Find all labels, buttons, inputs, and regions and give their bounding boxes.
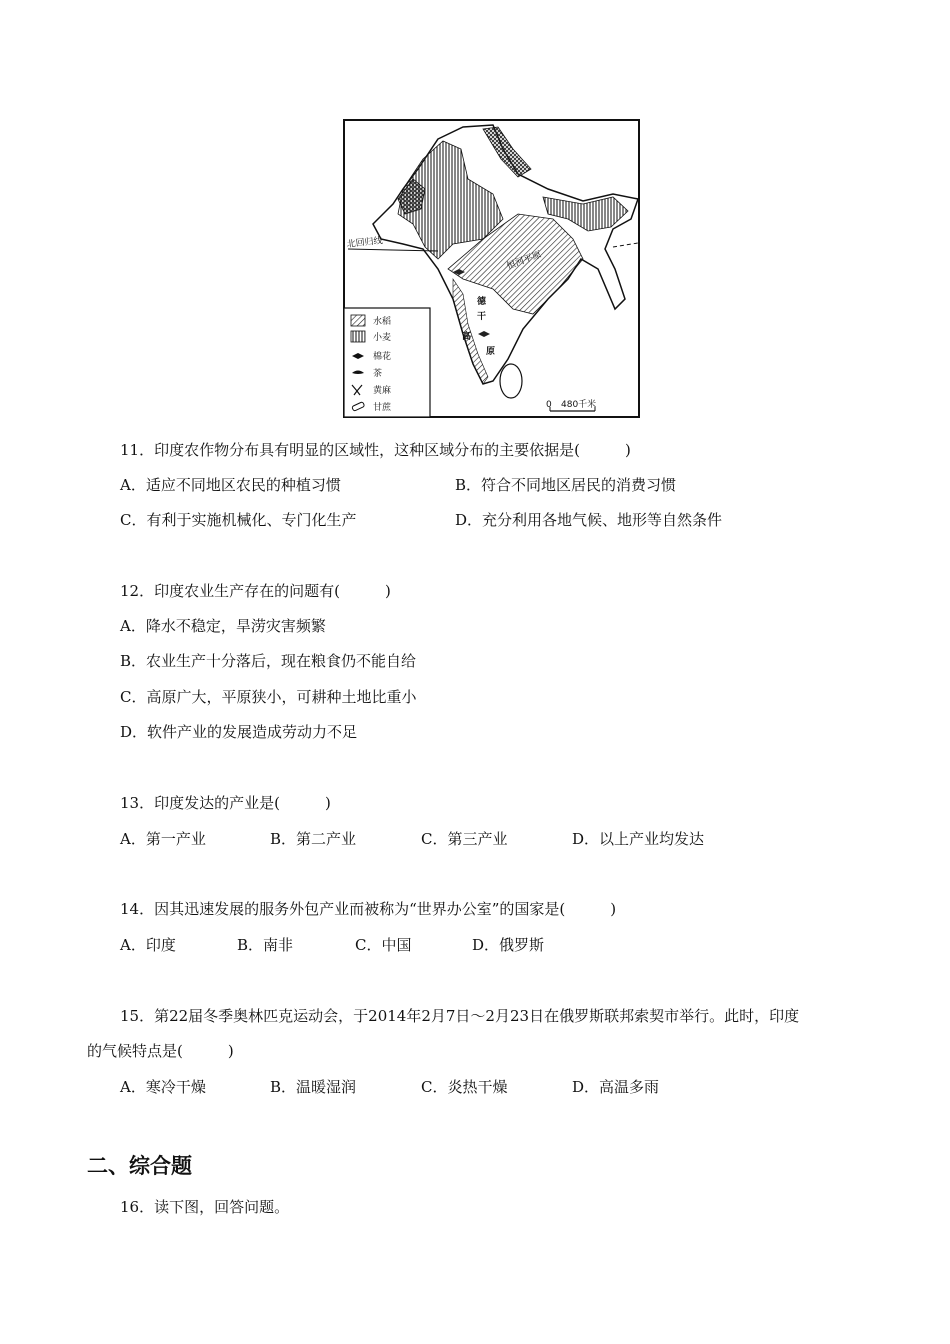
vertical-hatch-swatch-icon — [351, 331, 365, 342]
question-13-stem: 13．印度发达的产业是( ) — [120, 794, 331, 812]
ganges-plain-label: 恒河平原 — [505, 250, 543, 272]
question-12-option-d[interactable]: D．软件产业的发展造成劳动力不足 — [120, 723, 358, 741]
question-14-option-c[interactable]: C．中国 — [355, 936, 412, 954]
question-15-stem-line1: 15．第22届冬季奥林匹克运动会，于2014年2月7日～2月23日在俄罗斯联邦索契市举行。此时，印度 — [120, 1007, 800, 1025]
question-12-option-a[interactable]: A．降水不稳定，旱涝灾害频繁 — [120, 617, 326, 635]
tropic-label: 北回归线 — [346, 236, 384, 250]
question-11-option-d[interactable]: D．充分利用各地气候、地形等自然条件 — [455, 511, 723, 529]
question-13-option-d[interactable]: D．以上产业均发达 — [572, 830, 705, 848]
deccan-label-1: 德 — [477, 297, 487, 307]
question-14-option-d[interactable]: D．俄罗斯 — [472, 936, 545, 954]
deccan-label-2: 干 — [477, 312, 487, 322]
question-11-option-b[interactable]: B．符合不同地区居民的消费习惯 — [455, 476, 677, 494]
question-16-stem: 16．读下图，回答问题。 — [120, 1198, 290, 1216]
question-12-option-c[interactable]: C．高原广大，平原狭小，可耕种土地比重小 — [120, 688, 417, 706]
svg-text:棉花: 棉花 — [373, 352, 392, 362]
question-15-option-c[interactable]: C．炎热干燥 — [421, 1078, 508, 1096]
question-13-option-b[interactable]: B．第二产业 — [270, 830, 357, 848]
svg-text:茶: 茶 — [373, 369, 383, 379]
question-13-option-c[interactable]: C．第三产业 — [421, 830, 508, 848]
question-14-option-b[interactable]: B．南非 — [237, 936, 294, 954]
question-15-option-d[interactable]: D．高温多雨 — [572, 1078, 660, 1096]
question-11-option-a[interactable]: A．适应不同地区农民的种植习惯 — [120, 476, 341, 494]
diagonal-hatch-swatch-icon — [351, 315, 365, 326]
deccan-label-3: 高 — [462, 332, 472, 342]
india-crop-map — [343, 119, 640, 418]
question-12-stem: 12．印度农业生产存在的问题有( ) — [120, 582, 391, 600]
svg-text:水稻: 水稻 — [373, 317, 392, 327]
svg-text:小麦: 小麦 — [373, 333, 392, 343]
question-15-stem-line2: 的气候特点是( ) — [87, 1042, 234, 1060]
deccan-label-4: 原 — [486, 347, 496, 357]
question-13-option-a[interactable]: A．第一产业 — [120, 830, 206, 848]
question-15-option-b[interactable]: B．温暖湿润 — [270, 1078, 357, 1096]
map-legend — [344, 308, 430, 417]
question-11-stem: 11．印度农作物分布具有明显的区域性，这种区域分布的主要依据是( ) — [120, 441, 631, 459]
question-14-option-a[interactable]: A．印度 — [120, 936, 176, 954]
question-12-option-b[interactable]: B．农业生产十分落后，现在粮食仍不能自给 — [120, 652, 417, 670]
question-11-option-c[interactable]: C．有利于实施机械化、专门化生产 — [120, 511, 357, 529]
section-heading: 二、综合题 — [87, 1154, 192, 1178]
question-14-stem: 14．因其迅速发展的服务外包产业而被称为“世界办公室”的国家是( ) — [120, 900, 617, 918]
question-15-option-a[interactable]: A．寒冷干燥 — [120, 1078, 206, 1096]
svg-text:甘蔗: 甘蔗 — [373, 403, 392, 413]
svg-text:0: 0 — [546, 400, 552, 410]
svg-text:480千米: 480千米 — [561, 400, 597, 410]
svg-text:黄麻: 黄麻 — [373, 386, 392, 396]
